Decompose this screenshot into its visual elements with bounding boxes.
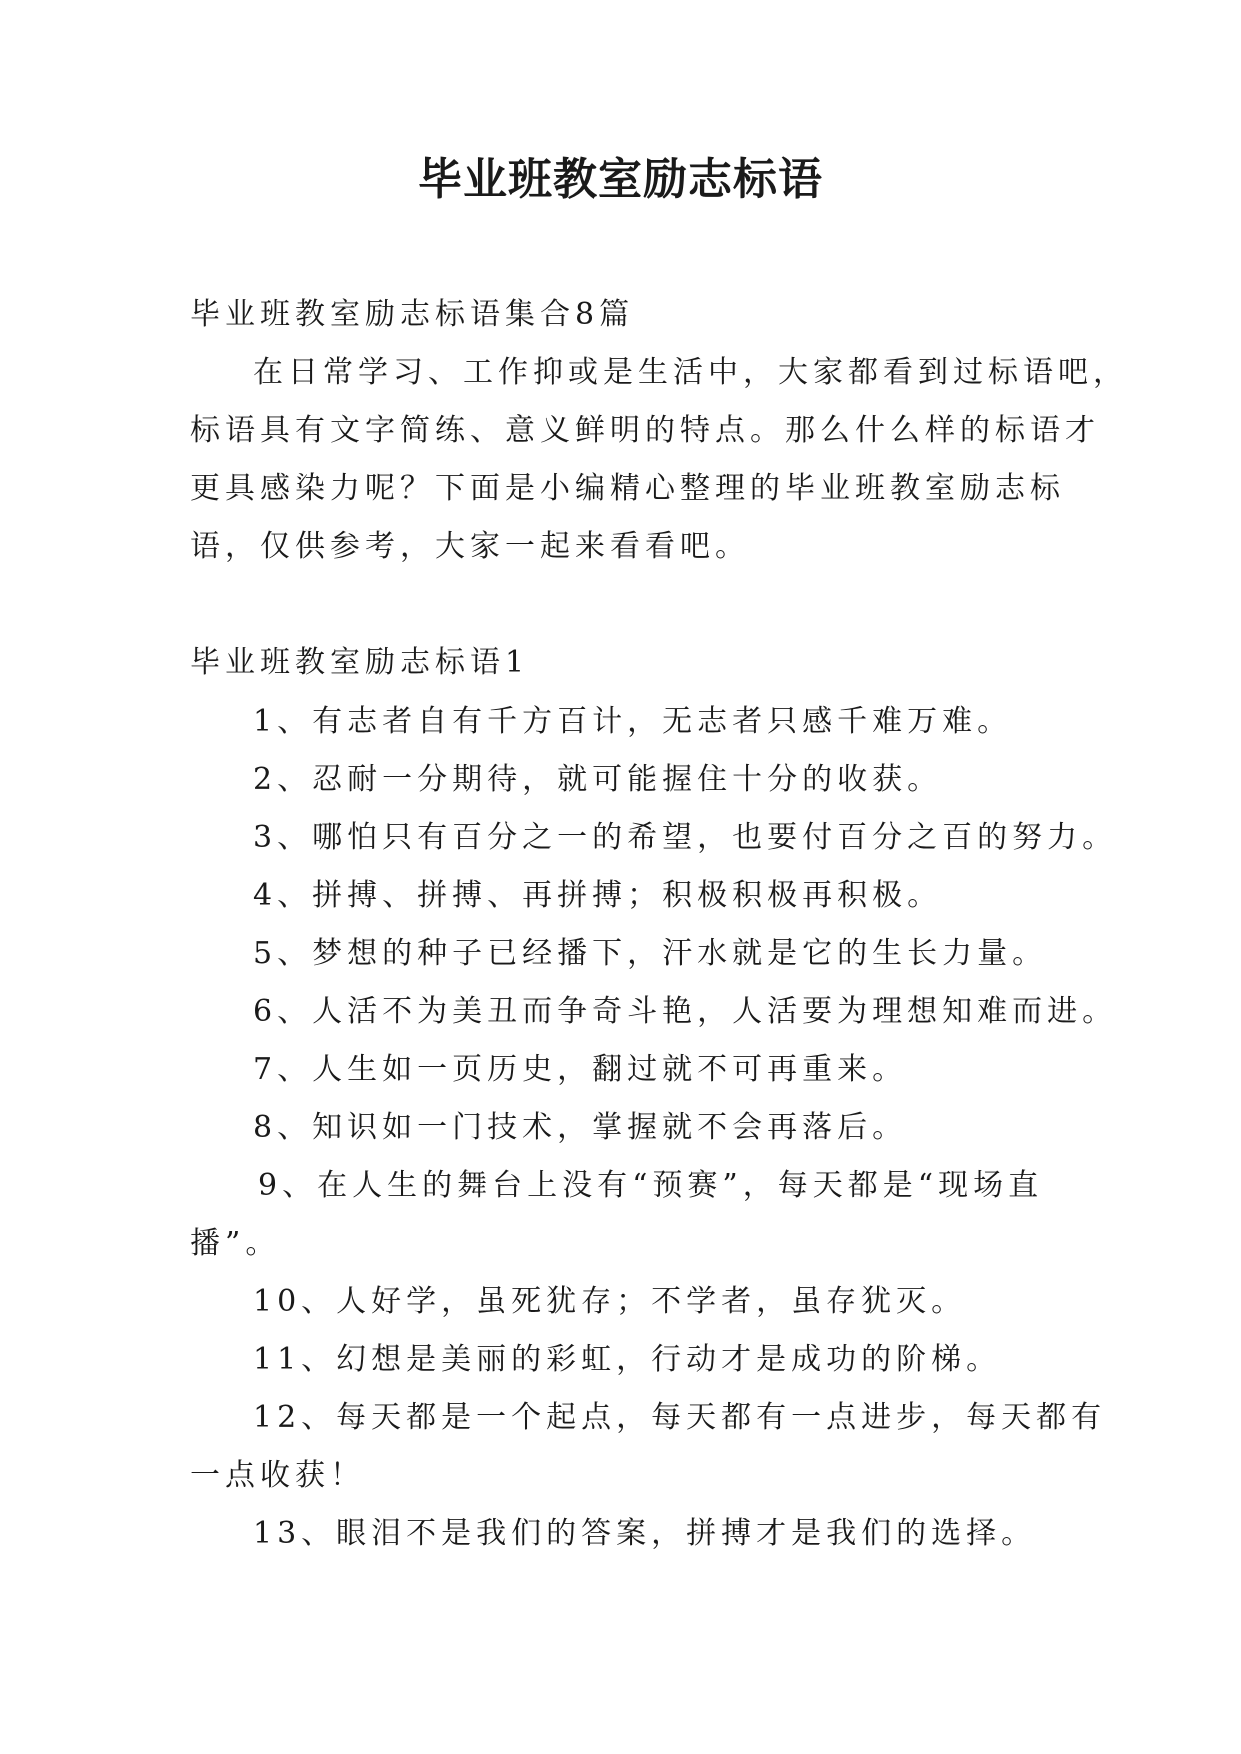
document-subtitle: 毕业班教室励志标语集合8篇 <box>190 297 635 332</box>
list-item: 7、人生如一页历史，翻过就不可再重来。 <box>253 1052 908 1087</box>
list-item: 10、人好学，虽死犹存；不学者，虽存犹灭。 <box>253 1284 967 1319</box>
list-item-continuation: 一点收获！ <box>190 1458 365 1493</box>
list-item: 4、拼搏、拼搏、再拼搏；积极积极再积极。 <box>253 878 943 913</box>
list-item: 12、每天都是一个起点，每天都有一点进步，每天都有 <box>253 1400 1107 1435</box>
list-item-continuation: 播”。 <box>190 1226 281 1261</box>
intro-line: 在日常学习、工作抑或是生活中，大家都看到过标语吧， <box>253 355 1128 390</box>
intro-line: 语，仅供参考，大家一起来看看吧。 <box>190 529 750 564</box>
list-item: 2、忍耐一分期待，就可能握住十分的收获。 <box>253 762 943 797</box>
list-item: 9、在人生的舞台上没有“预赛”，每天都是“现场直 <box>258 1168 1044 1203</box>
list-item: 1、有志者自有千方百计，无志者只感千难万难。 <box>253 704 1013 739</box>
document-title: 毕业班教室励志标语 <box>418 154 823 205</box>
intro-line: 标语具有文字简练、意义鲜明的特点。那么什么样的标语才 <box>190 413 1100 448</box>
list-item: 6、人活不为美丑而争奇斗艳，人活要为理想知难而进。 <box>253 994 1118 1029</box>
section-heading: 毕业班教室励志标语1 <box>190 645 530 680</box>
list-item: 5、梦想的种子已经播下，汗水就是它的生长力量。 <box>253 936 1048 971</box>
intro-line: 更具感染力呢？下面是小编精心整理的毕业班教室励志标 <box>190 471 1065 506</box>
list-item: 3、哪怕只有百分之一的希望，也要付百分之百的努力。 <box>253 820 1118 855</box>
list-item: 13、眼泪不是我们的答案，拼搏才是我们的选择。 <box>253 1516 1037 1551</box>
list-item: 8、知识如一门技术，掌握就不会再落后。 <box>253 1110 908 1145</box>
list-item: 11、幻想是美丽的彩虹，行动才是成功的阶梯。 <box>253 1342 1002 1377</box>
